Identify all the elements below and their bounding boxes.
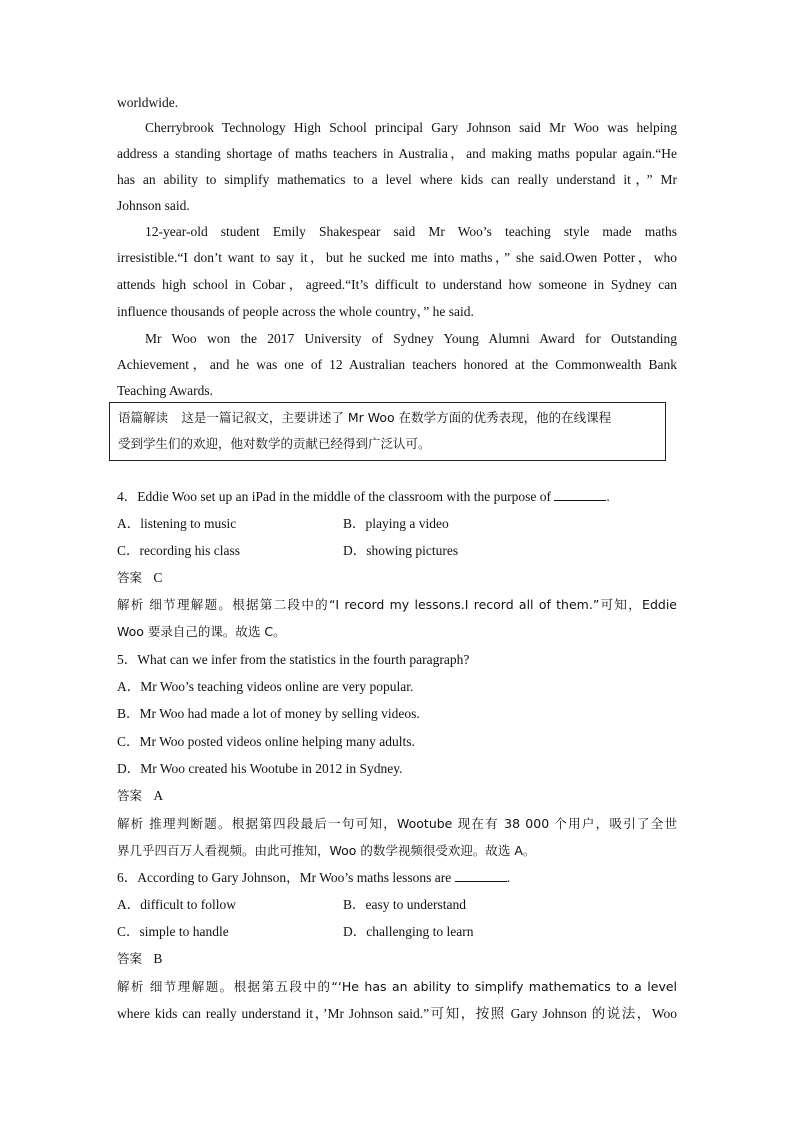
question-4-explanation-line-1 xyxy=(117,595,677,615)
passage-line: Mr Woo won the 2017 University of Sydney Young Alumni Award for Outstanding xyxy=(145,331,677,346)
question-6-stem xyxy=(117,868,677,888)
question-6-text: 6．According to Gary Johnson，Mr Woo’s maths lessons are xyxy=(117,870,452,885)
answer-value: C xyxy=(153,570,163,585)
passage-line: address a standing shortage of maths teachers in Australia，and making maths popular again.“He xyxy=(117,146,677,161)
answer-value: A xyxy=(153,788,164,803)
passage-line: worldwide. xyxy=(117,95,179,110)
passage-line: Achievement，and he was one of 12 Australian teachers honored at the Commonwealth Bank xyxy=(117,357,677,372)
analysis-label: 语篇解读 xyxy=(118,410,169,425)
question-6-period: . xyxy=(506,870,511,885)
question-4-text: 4．Eddie Woo set up an iPad in the middle of the classroom with the purpose of xyxy=(117,489,551,504)
answer-value: B xyxy=(153,951,163,966)
answer-label: 答案 xyxy=(117,570,143,585)
explanation-label: 解析 xyxy=(117,816,145,831)
question-6-option-a: A．difficult to follow xyxy=(117,897,236,912)
question-4-explanation-line-2: Woo 要录自己的课。故选 C。 xyxy=(117,624,286,639)
question-5-explanation-line-1 xyxy=(117,814,677,834)
question-4-option-a: A．listening to music xyxy=(117,516,237,531)
question-5-stem: 5．What can we infer from the statistics in the fourth paragraph? xyxy=(117,652,470,667)
question-6-answer xyxy=(117,949,677,969)
question-4-option-d: D．showing pictures xyxy=(343,543,459,558)
analysis-box xyxy=(109,402,666,461)
passage-line: attends high school in Cobar，agreed.“It’s difficult to understand how someone in Sydney can xyxy=(117,277,677,292)
question-6-option-b: B．easy to understand xyxy=(343,897,466,912)
question-6-explanation-line-2: where kids can really understand it，’Mr Johnson said.”可知，按照 Gary Johnson 的说法，Woo xyxy=(117,1006,677,1021)
analysis-line-2: 受到学生们的欢迎，他对数学的贡献已经得到广泛认可。 xyxy=(118,436,431,451)
question-5-option-c: C．Mr Woo posted videos online helping many adults. xyxy=(117,734,415,749)
passage-line: irresistible.“I don’t want to say it，but he sucked me into maths，” she said.Owen Potter，who xyxy=(117,250,677,265)
analysis-text: 这是一篇记叙文，主要讲述了 Mr Woo 在数学方面的优秀表现，他的在线课程 xyxy=(181,410,612,425)
explanation-label: 解析 xyxy=(117,979,145,994)
explanation-text: 推理判断题。根据第四段最后一句可知，Wootube 现在有 38 000 个用户，吸引了全世 xyxy=(149,816,678,831)
question-6-explanation-line-1 xyxy=(117,977,677,997)
answer-label: 答案 xyxy=(117,951,143,966)
answer-label: 答案 xyxy=(117,788,143,803)
answer-blank xyxy=(554,488,606,501)
explanation-text: 细节理解题。根据第五段中的“‘He has an ability to simplify mathematics to a level xyxy=(149,979,678,994)
question-4-option-c: C．recording his class xyxy=(117,543,240,558)
passage-line: Teaching Awards. xyxy=(117,383,214,398)
question-6-option-c: C．simple to handle xyxy=(117,924,229,939)
analysis-line-1 xyxy=(118,408,656,428)
question-5-option-a: A．Mr Woo’s teaching videos online are very popular. xyxy=(117,679,414,694)
question-4-period: . xyxy=(606,489,610,504)
question-5-option-d: D．Mr Woo created his Wootube in 2012 in Sydney. xyxy=(117,761,403,776)
question-5-option-b: B．Mr Woo had made a lot of money by selling videos. xyxy=(117,706,420,721)
question-4-option-b: B．playing a video xyxy=(343,516,449,531)
question-4-stem xyxy=(117,487,677,507)
question-4-answer xyxy=(117,568,677,588)
explanation-text: 细节理解题。根据第二段中的“I record my lessons.I record all of them.”可知，Eddie xyxy=(149,597,677,612)
explanation-label: 解析 xyxy=(117,597,145,612)
question-5-explanation-line-2: 界几乎四百万人看视频。由此可推知，Woo 的数学视频很受欢迎。故选 A。 xyxy=(117,843,536,858)
passage-line: influence thousands of people across the whole country，” he said. xyxy=(117,304,474,319)
question-6-option-d: D．challenging to learn xyxy=(343,924,474,939)
answer-blank xyxy=(455,869,507,882)
question-5-answer xyxy=(117,786,677,806)
passage-line: 12-year-old student Emily Shakespear said Mr Woo’s teaching style made maths xyxy=(145,224,677,239)
passage-line: Johnson said. xyxy=(117,198,190,213)
passage-line: has an ability to simplify mathematics to a level where kids can really understand it，” Mr xyxy=(117,172,677,187)
passage-line: Cherrybrook Technology High School principal Gary Johnson said Mr Woo was helping xyxy=(145,120,677,135)
